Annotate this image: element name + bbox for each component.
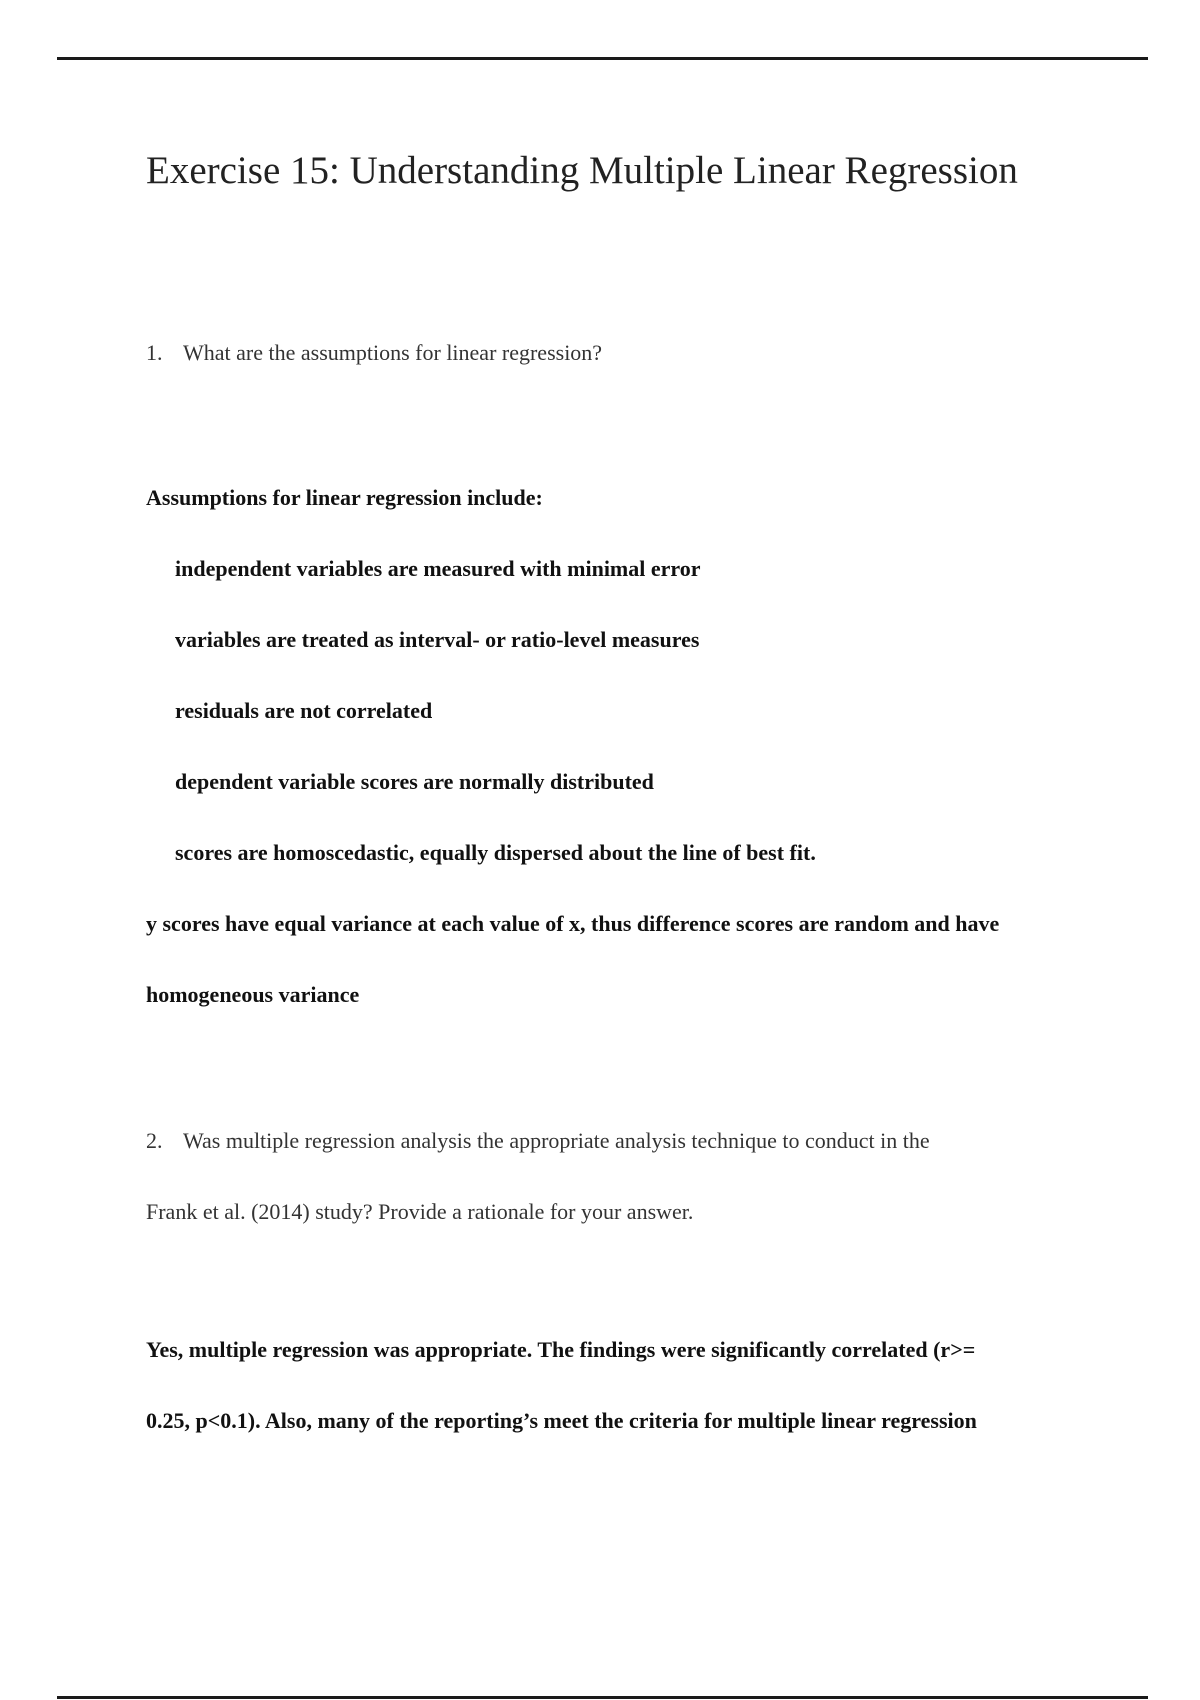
question-number: 2.	[146, 1128, 163, 1153]
page-title: Exercise 15: Understanding Multiple Linear Regression	[146, 149, 1018, 192]
assumption-item: residuals are not correlated	[175, 698, 433, 723]
bottom-rule	[57, 1696, 1148, 1699]
answer-2-text: 0.25, p<0.1). Also, many of the reporting’s meet the criteria for multiple linear regression	[146, 1408, 977, 1433]
question-text: What are the assumptions for linear regression?	[183, 340, 603, 365]
question-number: 1.	[146, 340, 163, 365]
question-1	[146, 340, 602, 366]
assumption-item: variables are treated as interval- or ratio-level measures	[175, 627, 700, 652]
assumption-item: scores are homoscedastic, equally dispersed about the line of best fit.	[175, 840, 816, 865]
top-rule	[57, 57, 1148, 60]
question-text: Was multiple regression analysis the appropriate analysis technique to conduct in the	[183, 1128, 930, 1153]
answer-1-text: homogeneous variance	[146, 982, 360, 1007]
assumption-item: dependent variable scores are normally distributed	[175, 769, 654, 794]
answer-1-heading: Assumptions for linear regression include:	[146, 485, 543, 510]
question-2	[146, 1128, 930, 1154]
answer-2-text: Yes, multiple regression was appropriate. The findings were significantly correlated (r>=	[146, 1337, 976, 1362]
question-2-continued: Frank et al. (2014) study? Provide a rationale for your answer.	[146, 1199, 694, 1224]
answer-1-text: y scores have equal variance at each value of x, thus difference scores are random and have	[146, 911, 1000, 936]
assumption-item: independent variables are measured with minimal error	[175, 556, 701, 581]
